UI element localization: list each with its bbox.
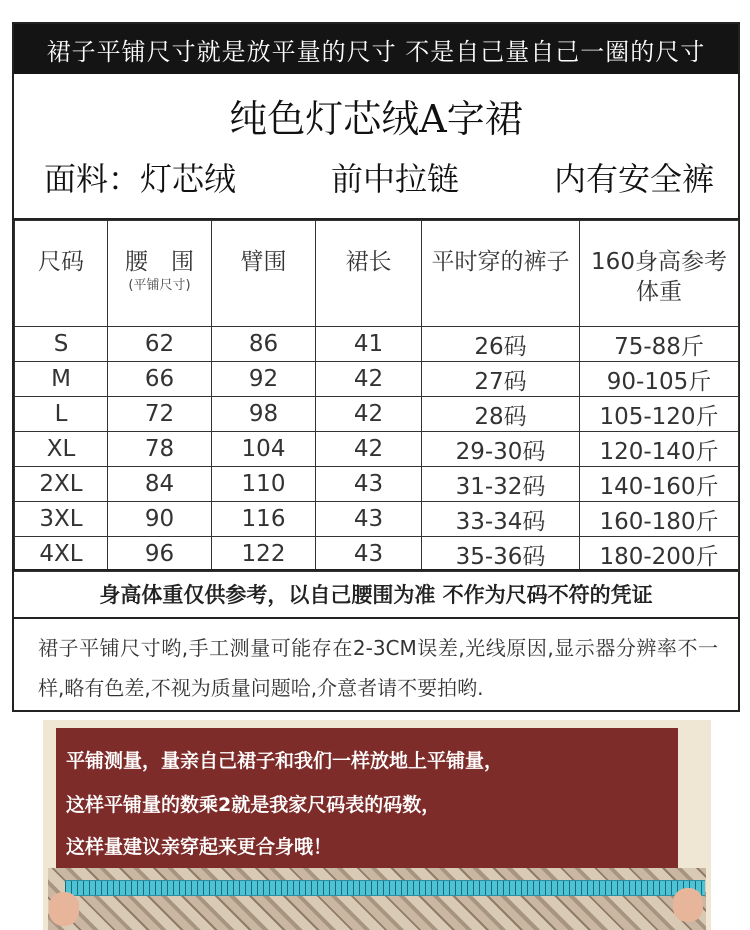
cell-pants-size: 35-36码 [422,537,580,572]
measurement-photo [43,720,711,930]
instruction-line: 这样平铺量的数乘2就是我家尺码表的码数， [66,794,441,816]
feature-row [44,154,714,200]
feature-fabric: 面料：灯芯绒 [44,160,237,198]
cell-length: 42 [316,397,422,432]
table-row [15,327,739,362]
table-row [15,467,739,502]
cell-waist: 62 [108,327,212,362]
cell-weight: 140-160斤 [580,467,739,502]
cell-size: L [15,397,108,432]
header-length: 裙长 [316,221,422,327]
table-row [15,362,739,397]
cell-length: 42 [316,432,422,467]
cell-waist: 96 [108,537,212,572]
cell-size: 3XL [15,502,108,537]
cell-weight: 90-105斤 [580,362,739,397]
feature-zipper: 前中拉链 [330,160,459,198]
size-table [14,220,739,572]
cell-waist: 90 [108,502,212,537]
header-weight: 160身高参考体重 [580,221,739,327]
cell-weight: 75-88斤 [580,327,739,362]
cell-hip: 110 [212,467,316,502]
cell-waist: 84 [108,467,212,502]
cell-length: 43 [316,502,422,537]
product-header [14,74,738,220]
cell-length: 43 [316,467,422,502]
header-waist: 腰 围 (平铺尺寸) [108,221,212,327]
cell-weight: 160-180斤 [580,502,739,537]
cell-waist: 72 [108,397,212,432]
cell-size: XL [15,432,108,467]
cell-length: 43 [316,537,422,572]
right-hand [673,888,703,922]
cell-hip: 86 [212,327,316,362]
header-size: 尺码 [15,221,108,327]
cell-pants-size: 27码 [422,362,580,397]
size-chart-frame [12,22,740,712]
cell-size: 2XL [15,467,108,502]
cell-size: M [15,362,108,397]
instruction-panel [56,728,678,868]
cell-hip: 104 [212,432,316,467]
measuring-tape [65,880,705,896]
header-pants-size: 平时穿的裤子 [422,221,580,327]
skirt-fabric [48,868,706,930]
cell-hip: 122 [212,537,316,572]
cell-hip: 116 [212,502,316,537]
table-row [15,397,739,432]
cell-weight: 180-200斤 [580,537,739,572]
instruction-line: 这样量建议亲穿起来更合身哦！ [66,836,333,858]
cell-length: 41 [316,327,422,362]
product-title: 纯色灯芯绒A字裙 [229,97,523,141]
cell-waist: 66 [108,362,212,397]
instruction-line: 平铺测量，量亲自己裙子和我们一样放地上平铺量， [66,750,504,772]
cell-hip: 98 [212,397,316,432]
cell-pants-size: 33-34码 [422,502,580,537]
header-waist-note: (平铺尺寸) [128,278,191,293]
measurement-disclaimer: 裙子平铺尺寸哟,手工测量可能存在2-3CM误差,光线原因,显示器分辨率不一样,略有色差,不视为质量问题哈,介意者请不要拍哟. [38,636,718,700]
table-row [15,502,739,537]
cell-pants-size: 29-30码 [422,432,580,467]
banner: 裙子平铺尺寸就是放平量的尺寸 不是自己量自己一圈的尺寸 [14,24,738,74]
cell-pants-size: 28码 [422,397,580,432]
cell-pants-size: 31-32码 [422,467,580,502]
cell-weight: 120-140斤 [580,432,739,467]
cell-weight: 105-120斤 [580,397,739,432]
table-row [15,537,739,572]
header-hip: 臂围 [212,221,316,327]
cell-hip: 92 [212,362,316,397]
left-hand [49,892,79,926]
reference-note: 身高体重仅供参考，以自己腰围为准 不作为尺码不符的凭证 [14,569,738,619]
cell-length: 42 [316,362,422,397]
cell-size: S [15,327,108,362]
table-row [15,432,739,467]
cell-size: 4XL [15,537,108,572]
table-header-row [15,221,739,327]
cell-pants-size: 26码 [422,327,580,362]
feature-shorts: 内有安全裤 [553,160,714,198]
cell-waist: 78 [108,432,212,467]
